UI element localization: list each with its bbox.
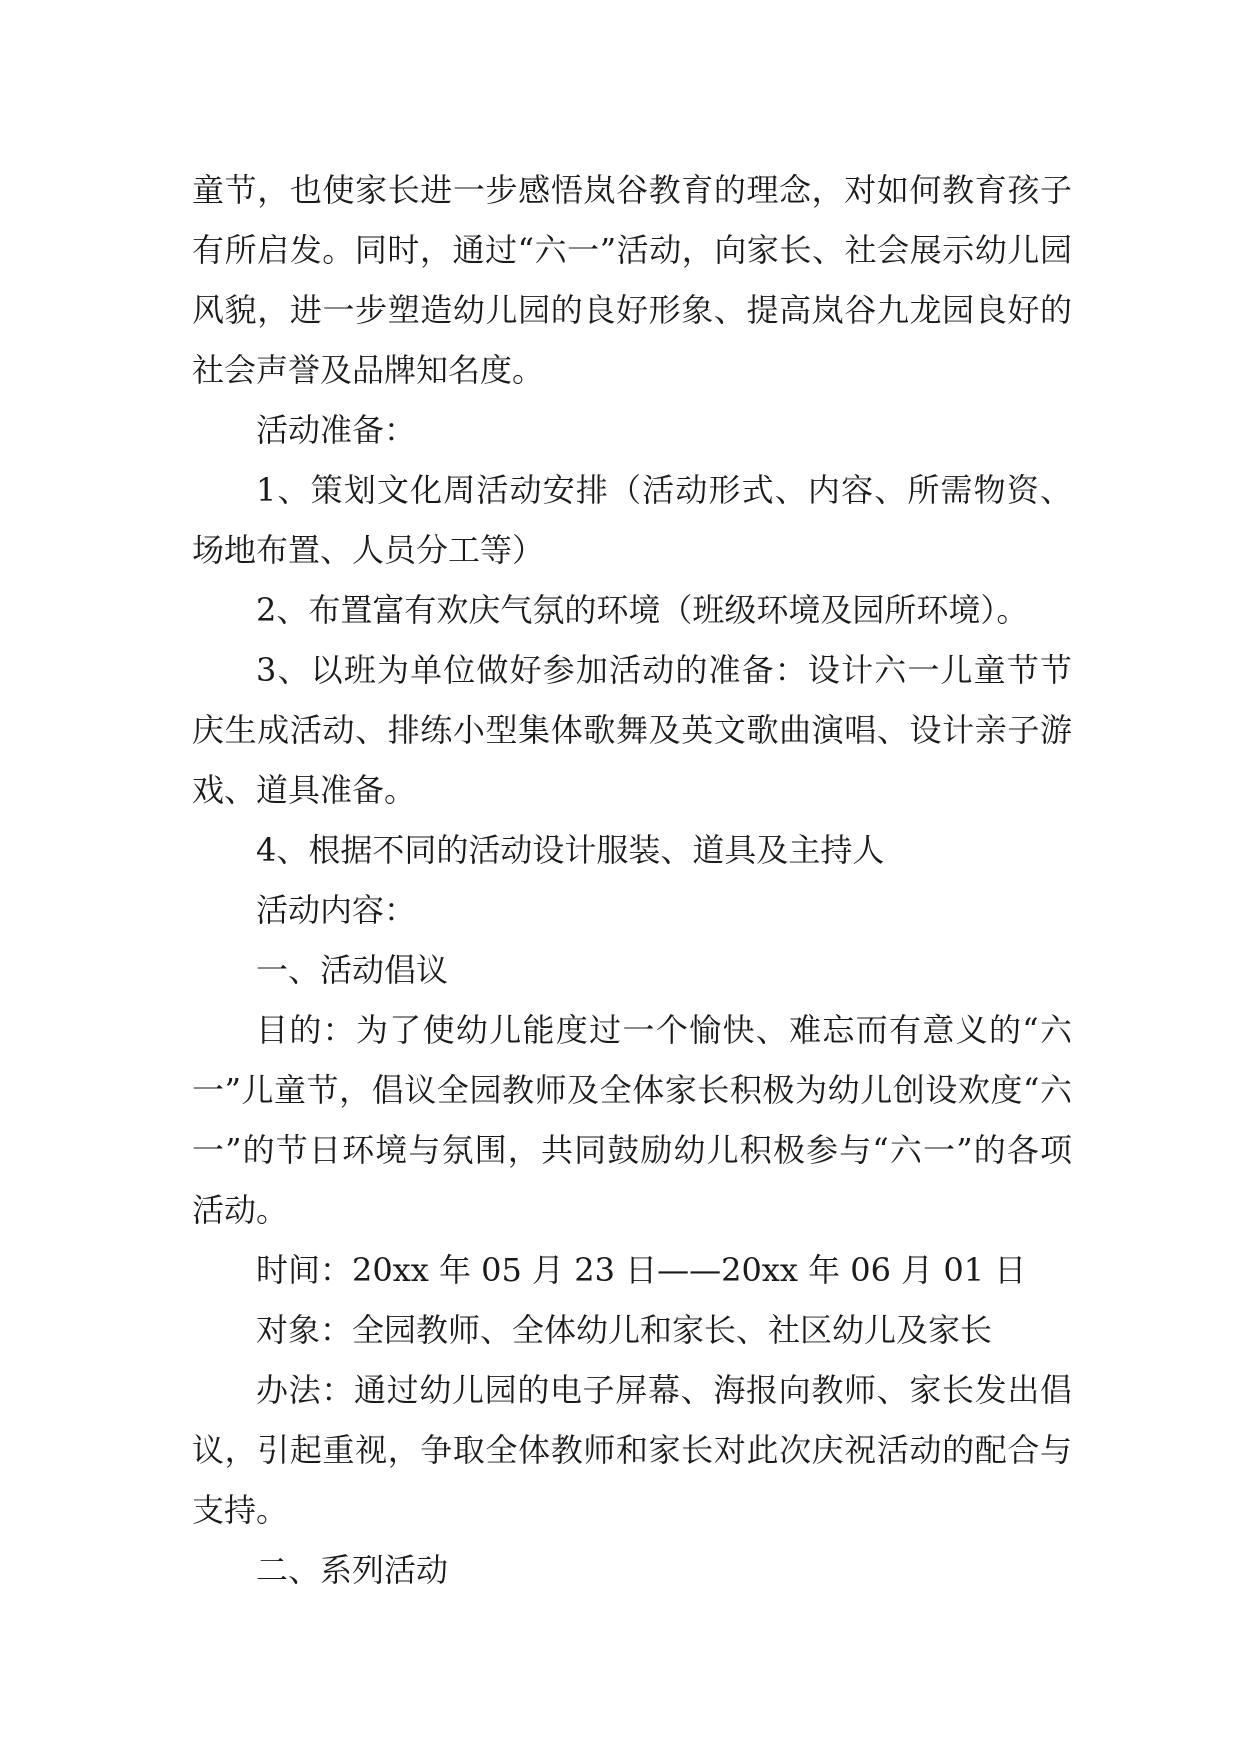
purpose-paragraph: 目的：为了使幼儿能度过一个愉快、难忘而有意义的“六一”儿童节，倡议全园教师及全体家长积极为幼儿创设欢度“六一”的节日环境与氛围，共同鼓励幼儿积极参与“六一”的各项活动。 <box>192 1011 1072 1229</box>
time-line: 时间：20xx 年 05 月 23 日——20xx 年 06 月 01 日 <box>256 1251 1027 1289</box>
preparation-item-2: 2、布置富有欢庆气氛的环境（班级环境及园所环境）。 <box>256 591 1029 629</box>
preparation-item-3: 3、以班为单位做好参加活动的准备：设计六一儿童节节庆生成活动、排练小型集体歌舞及英文歌曲演唱、设计亲子游戏、道具准备。 <box>192 651 1072 809</box>
preparation-item-1: 1、策划文化周活动安排（活动形式、内容、所需物资、场地布置、人员分工等） <box>192 471 1072 569</box>
target-line: 对象：全园教师、全体幼儿和家长、社区幼儿及家长 <box>256 1311 993 1349</box>
section-heading-2: 二、系列活动 <box>256 1551 449 1589</box>
method-paragraph: 办法：通过幼儿园的电子屏幕、海报向教师、家长发出倡议，引起重视，争取全体教师和家长对此次庆祝活动的配合与支持。 <box>192 1371 1072 1529</box>
paragraph-continuation: 童节，也使家长进一步感悟岚谷教育的理念，对如何教育孩子有所启发。同时，通过“六一”活动，向家长、社会展示幼儿园风貌，进一步塑造幼儿园的良好形象、提高岚谷九龙园良好的社会声誉及品牌知名度。 <box>192 171 1072 389</box>
heading-activity-preparation: 活动准备： <box>256 411 417 449</box>
document-body <box>192 160 1072 1600</box>
heading-activity-content: 活动内容： <box>256 891 417 929</box>
preparation-item-4: 4、根据不同的活动设计服装、道具及主持人 <box>256 831 885 869</box>
section-heading-1: 一、活动倡议 <box>256 951 449 989</box>
